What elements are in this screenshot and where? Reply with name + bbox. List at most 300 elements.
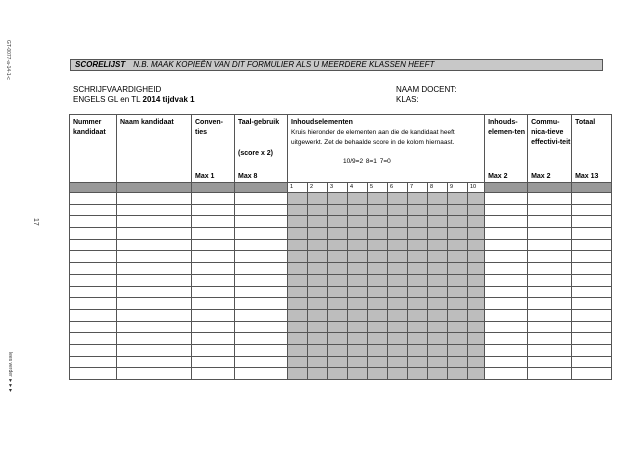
element-checkbox-cell[interactable]	[348, 356, 368, 368]
element-checkbox-cell[interactable]	[328, 368, 348, 380]
entry-cell[interactable]	[192, 344, 235, 356]
entry-cell[interactable]	[572, 333, 612, 345]
entry-cell[interactable]	[117, 228, 192, 240]
element-checkbox-cell[interactable]	[308, 309, 328, 321]
element-checkbox-cell[interactable]	[368, 344, 388, 356]
element-checkbox-cell[interactable]	[328, 286, 348, 298]
entry-cell[interactable]	[528, 193, 572, 205]
gray-cell	[235, 183, 288, 193]
element-checkbox-cell[interactable]	[288, 286, 308, 298]
element-checkbox-cell[interactable]	[388, 228, 408, 240]
element-checkbox-cell[interactable]	[448, 333, 468, 345]
element-checkbox-cell[interactable]	[368, 193, 388, 205]
entry-cell[interactable]	[235, 251, 288, 263]
entry-cell[interactable]	[485, 239, 528, 251]
entry-cell[interactable]	[192, 321, 235, 333]
entry-cell[interactable]	[528, 298, 572, 310]
entry-cell[interactable]	[572, 193, 612, 205]
entry-cell[interactable]	[485, 274, 528, 286]
element-checkbox-cell[interactable]	[388, 216, 408, 228]
entry-cell[interactable]	[235, 309, 288, 321]
element-checkbox-cell[interactable]	[388, 193, 408, 205]
element-checkbox-cell[interactable]	[428, 216, 448, 228]
entry-cell[interactable]	[117, 333, 192, 345]
element-checkbox-cell[interactable]	[328, 344, 348, 356]
element-number: 1	[288, 183, 308, 193]
element-checkbox-cell[interactable]	[388, 309, 408, 321]
element-checkbox-cell[interactable]	[288, 239, 308, 251]
course-prefix: ENGELS GL en TL	[73, 95, 141, 104]
entry-cell[interactable]	[117, 321, 192, 333]
element-checkbox-cell[interactable]	[448, 356, 468, 368]
element-checkbox-cell[interactable]	[288, 344, 308, 356]
entry-cell[interactable]	[485, 228, 528, 240]
element-checkbox-cell[interactable]	[308, 239, 328, 251]
entry-cell[interactable]	[70, 298, 117, 310]
entry-cell[interactable]	[192, 228, 235, 240]
element-checkbox-cell[interactable]	[468, 228, 485, 240]
element-checkbox-cell[interactable]	[428, 251, 448, 263]
element-checkbox-cell[interactable]	[368, 321, 388, 333]
element-checkbox-cell[interactable]	[288, 251, 308, 263]
element-checkbox-cell[interactable]	[468, 204, 485, 216]
element-number-row	[70, 183, 612, 193]
element-checkbox-cell[interactable]	[408, 274, 428, 286]
entry-cell[interactable]	[528, 286, 572, 298]
entry-cell[interactable]	[528, 321, 572, 333]
element-checkbox-cell[interactable]	[348, 228, 368, 240]
col-language-max: Max 8	[238, 173, 258, 180]
element-checkbox-cell[interactable]	[308, 193, 328, 205]
entry-cell[interactable]	[572, 263, 612, 275]
element-checkbox-cell[interactable]	[348, 368, 368, 380]
element-checkbox-cell[interactable]	[368, 368, 388, 380]
entry-cell[interactable]	[572, 274, 612, 286]
element-checkbox-cell[interactable]	[288, 228, 308, 240]
entry-cell[interactable]	[192, 286, 235, 298]
element-checkbox-cell[interactable]	[468, 298, 485, 310]
element-checkbox-cell[interactable]	[308, 251, 328, 263]
element-checkbox-cell[interactable]	[328, 321, 348, 333]
col-name	[117, 115, 192, 183]
element-checkbox-cell[interactable]	[308, 321, 328, 333]
element-checkbox-cell[interactable]	[288, 309, 308, 321]
entry-cell[interactable]	[117, 368, 192, 380]
element-checkbox-cell[interactable]	[308, 298, 328, 310]
element-checkbox-cell[interactable]	[348, 286, 368, 298]
entry-cell[interactable]	[485, 298, 528, 310]
entry-cell[interactable]	[70, 228, 117, 240]
element-checkbox-cell[interactable]	[308, 274, 328, 286]
element-checkbox-cell[interactable]	[408, 239, 428, 251]
entry-cell[interactable]	[70, 251, 117, 263]
element-checkbox-cell[interactable]	[328, 193, 348, 205]
entry-cell[interactable]	[117, 263, 192, 275]
element-checkbox-cell[interactable]	[428, 228, 448, 240]
element-checkbox-cell[interactable]	[448, 309, 468, 321]
entry-cell[interactable]	[117, 204, 192, 216]
entry-cell[interactable]	[70, 344, 117, 356]
entry-cell[interactable]	[572, 286, 612, 298]
col-content-score-label: Inhouds-elemen-ten	[488, 119, 526, 136]
entry-cell[interactable]	[235, 344, 288, 356]
entry-cell[interactable]	[235, 193, 288, 205]
entry-cell[interactable]	[117, 344, 192, 356]
element-checkbox-cell[interactable]	[428, 333, 448, 345]
element-checkbox-cell[interactable]	[288, 298, 308, 310]
entry-cell[interactable]	[235, 228, 288, 240]
element-checkbox-cell[interactable]	[468, 286, 485, 298]
element-checkbox-cell[interactable]	[468, 333, 485, 345]
element-checkbox-cell[interactable]	[408, 251, 428, 263]
entry-cell[interactable]	[117, 356, 192, 368]
element-checkbox-cell[interactable]	[448, 204, 468, 216]
element-checkbox-cell[interactable]	[388, 274, 408, 286]
element-checkbox-cell[interactable]	[288, 263, 308, 275]
entry-cell[interactable]	[572, 216, 612, 228]
element-checkbox-cell[interactable]	[348, 344, 368, 356]
element-checkbox-cell[interactable]	[308, 368, 328, 380]
entry-cell[interactable]	[192, 216, 235, 228]
element-checkbox-cell[interactable]	[348, 239, 368, 251]
entry-cell[interactable]	[235, 356, 288, 368]
element-checkbox-cell[interactable]	[308, 286, 328, 298]
element-checkbox-cell[interactable]	[388, 356, 408, 368]
entry-cell[interactable]	[572, 368, 612, 380]
col-total-label: Totaal	[575, 119, 596, 126]
entry-cell[interactable]	[70, 204, 117, 216]
element-checkbox-cell[interactable]	[408, 368, 428, 380]
entry-cell[interactable]	[485, 286, 528, 298]
element-checkbox-cell[interactable]	[348, 251, 368, 263]
entry-cell[interactable]	[572, 204, 612, 216]
entry-cell[interactable]	[235, 274, 288, 286]
element-checkbox-cell[interactable]	[328, 333, 348, 345]
entry-cell[interactable]	[192, 193, 235, 205]
entry-cell[interactable]	[528, 204, 572, 216]
element-checkbox-cell[interactable]	[328, 251, 348, 263]
entry-cell[interactable]	[528, 228, 572, 240]
entry-cell[interactable]	[485, 216, 528, 228]
element-checkbox-cell[interactable]	[428, 263, 448, 275]
element-checkbox-cell[interactable]	[348, 309, 368, 321]
entry-cell[interactable]	[235, 263, 288, 275]
element-checkbox-cell[interactable]	[288, 216, 308, 228]
element-checkbox-cell[interactable]	[388, 321, 408, 333]
element-checkbox-cell[interactable]	[448, 286, 468, 298]
entry-cell[interactable]	[485, 204, 528, 216]
entry-cell[interactable]	[235, 204, 288, 216]
element-checkbox-cell[interactable]	[448, 344, 468, 356]
element-checkbox-cell[interactable]	[428, 274, 448, 286]
element-checkbox-cell[interactable]	[468, 368, 485, 380]
entry-cell[interactable]	[528, 251, 572, 263]
continue-note: lees verder ►►►	[7, 352, 13, 393]
entry-cell[interactable]	[192, 239, 235, 251]
element-number: 10	[468, 183, 485, 193]
element-checkbox-cell[interactable]	[408, 216, 428, 228]
element-checkbox-cell[interactable]	[368, 204, 388, 216]
element-checkbox-cell[interactable]	[308, 204, 328, 216]
element-checkbox-cell[interactable]	[428, 298, 448, 310]
element-checkbox-cell[interactable]	[368, 298, 388, 310]
element-checkbox-cell[interactable]	[468, 321, 485, 333]
element-checkbox-cell[interactable]	[368, 333, 388, 345]
element-checkbox-cell[interactable]	[368, 263, 388, 275]
element-checkbox-cell[interactable]	[408, 298, 428, 310]
entry-cell[interactable]	[235, 368, 288, 380]
entry-cell[interactable]	[235, 321, 288, 333]
element-checkbox-cell[interactable]	[468, 356, 485, 368]
element-checkbox-cell[interactable]	[388, 251, 408, 263]
entry-cell[interactable]	[117, 216, 192, 228]
header-row	[70, 115, 612, 183]
entry-cell[interactable]	[70, 239, 117, 251]
entry-cell[interactable]	[572, 309, 612, 321]
entry-cell[interactable]	[70, 286, 117, 298]
entry-cell[interactable]	[117, 251, 192, 263]
entry-cell[interactable]	[528, 216, 572, 228]
element-checkbox-cell[interactable]	[288, 321, 308, 333]
element-checkbox-cell[interactable]	[388, 286, 408, 298]
element-checkbox-cell[interactable]	[288, 193, 308, 205]
entry-cell[interactable]	[192, 333, 235, 345]
candidate-row	[70, 193, 612, 205]
entry-cell[interactable]	[192, 251, 235, 263]
entry-cell[interactable]	[117, 309, 192, 321]
entry-cell[interactable]	[70, 321, 117, 333]
element-checkbox-cell[interactable]	[428, 368, 448, 380]
element-checkbox-cell[interactable]	[468, 263, 485, 275]
element-checkbox-cell[interactable]	[408, 286, 428, 298]
element-checkbox-cell[interactable]	[448, 298, 468, 310]
element-checkbox-cell[interactable]	[408, 263, 428, 275]
element-checkbox-cell[interactable]	[408, 356, 428, 368]
element-checkbox-cell[interactable]	[408, 321, 428, 333]
entry-cell[interactable]	[235, 298, 288, 310]
element-checkbox-cell[interactable]	[348, 263, 368, 275]
entry-cell[interactable]	[528, 333, 572, 345]
element-checkbox-cell[interactable]	[328, 274, 348, 286]
element-checkbox-cell[interactable]	[428, 344, 448, 356]
entry-cell[interactable]	[485, 356, 528, 368]
element-checkbox-cell[interactable]	[448, 251, 468, 263]
entry-cell[interactable]	[485, 368, 528, 380]
element-checkbox-cell[interactable]	[408, 193, 428, 205]
col-content-score	[485, 115, 528, 183]
element-checkbox-cell[interactable]	[288, 368, 308, 380]
element-checkbox-cell[interactable]	[328, 298, 348, 310]
entry-cell[interactable]	[235, 216, 288, 228]
entry-cell[interactable]	[192, 204, 235, 216]
entry-cell[interactable]	[192, 368, 235, 380]
entry-cell[interactable]	[117, 298, 192, 310]
element-checkbox-cell[interactable]	[288, 356, 308, 368]
element-checkbox-cell[interactable]	[368, 239, 388, 251]
element-checkbox-cell[interactable]	[388, 239, 408, 251]
element-checkbox-cell[interactable]	[328, 309, 348, 321]
element-checkbox-cell[interactable]	[288, 274, 308, 286]
entry-cell[interactable]	[117, 274, 192, 286]
col-language-note: (score x 2)	[238, 150, 274, 157]
element-checkbox-cell[interactable]	[468, 239, 485, 251]
element-checkbox-cell[interactable]	[408, 204, 428, 216]
entry-cell[interactable]	[572, 298, 612, 310]
element-checkbox-cell[interactable]	[368, 251, 388, 263]
entry-cell[interactable]	[572, 251, 612, 263]
element-checkbox-cell[interactable]	[448, 368, 468, 380]
element-checkbox-cell[interactable]	[348, 298, 368, 310]
entry-cell[interactable]	[528, 344, 572, 356]
col-total	[572, 115, 612, 183]
element-checkbox-cell[interactable]	[328, 204, 348, 216]
candidate-row	[70, 356, 612, 368]
entry-cell[interactable]	[235, 286, 288, 298]
element-checkbox-cell[interactable]	[468, 344, 485, 356]
entry-cell[interactable]	[485, 333, 528, 345]
element-checkbox-cell[interactable]	[368, 356, 388, 368]
element-checkbox-cell[interactable]	[468, 274, 485, 286]
element-checkbox-cell[interactable]	[448, 274, 468, 286]
element-number: 9	[448, 183, 468, 193]
element-checkbox-cell[interactable]	[408, 344, 428, 356]
entry-cell[interactable]	[70, 263, 117, 275]
entry-cell[interactable]	[528, 368, 572, 380]
element-number: 8	[428, 183, 448, 193]
element-checkbox-cell[interactable]	[448, 321, 468, 333]
entry-cell[interactable]	[528, 263, 572, 275]
col-content-score-max: Max 2	[488, 173, 508, 180]
element-checkbox-cell[interactable]	[348, 216, 368, 228]
element-checkbox-cell[interactable]	[308, 228, 328, 240]
element-checkbox-cell[interactable]	[388, 368, 408, 380]
entry-cell[interactable]	[485, 321, 528, 333]
element-checkbox-cell[interactable]	[288, 204, 308, 216]
element-checkbox-cell[interactable]	[348, 193, 368, 205]
element-checkbox-cell[interactable]	[428, 204, 448, 216]
element-checkbox-cell[interactable]	[388, 298, 408, 310]
element-checkbox-cell[interactable]	[388, 263, 408, 275]
entry-cell[interactable]	[528, 274, 572, 286]
element-checkbox-cell[interactable]	[308, 216, 328, 228]
element-checkbox-cell[interactable]	[368, 228, 388, 240]
entry-cell[interactable]	[528, 239, 572, 251]
entry-cell[interactable]	[70, 309, 117, 321]
element-checkbox-cell[interactable]	[448, 263, 468, 275]
entry-cell[interactable]	[70, 356, 117, 368]
element-checkbox-cell[interactable]	[328, 263, 348, 275]
entry-cell[interactable]	[235, 333, 288, 345]
element-checkbox-cell[interactable]	[428, 193, 448, 205]
entry-cell[interactable]	[528, 309, 572, 321]
element-checkbox-cell[interactable]	[328, 228, 348, 240]
entry-cell[interactable]	[572, 321, 612, 333]
element-checkbox-cell[interactable]	[428, 309, 448, 321]
entry-cell[interactable]	[572, 228, 612, 240]
element-checkbox-cell[interactable]	[468, 309, 485, 321]
col-content-score-key: 10/9=2 8=1 7=0	[343, 158, 391, 165]
element-checkbox-cell[interactable]	[328, 216, 348, 228]
element-checkbox-cell[interactable]	[388, 204, 408, 216]
entry-cell[interactable]	[485, 309, 528, 321]
entry-cell[interactable]	[192, 356, 235, 368]
element-checkbox-cell[interactable]	[368, 286, 388, 298]
element-checkbox-cell[interactable]	[288, 333, 308, 345]
element-checkbox-cell[interactable]	[448, 239, 468, 251]
entry-cell[interactable]	[70, 274, 117, 286]
entry-cell[interactable]	[235, 239, 288, 251]
entry-cell[interactable]	[70, 333, 117, 345]
col-number-label: Nummer kandidaat	[73, 119, 106, 136]
entry-cell[interactable]	[572, 356, 612, 368]
element-checkbox-cell[interactable]	[428, 321, 448, 333]
element-checkbox-cell[interactable]	[348, 204, 368, 216]
element-checkbox-cell[interactable]	[428, 356, 448, 368]
entry-cell[interactable]	[192, 298, 235, 310]
element-checkbox-cell[interactable]	[348, 321, 368, 333]
element-checkbox-cell[interactable]	[468, 216, 485, 228]
element-checkbox-cell[interactable]	[428, 286, 448, 298]
element-checkbox-cell[interactable]	[368, 274, 388, 286]
element-number: 7	[408, 183, 428, 193]
element-checkbox-cell[interactable]	[468, 251, 485, 263]
entry-cell[interactable]	[572, 239, 612, 251]
element-checkbox-cell[interactable]	[348, 333, 368, 345]
element-checkbox-cell[interactable]	[388, 333, 408, 345]
entry-cell[interactable]	[192, 263, 235, 275]
element-number: 2	[308, 183, 328, 193]
entry-cell[interactable]	[528, 356, 572, 368]
entry-cell[interactable]	[192, 274, 235, 286]
element-checkbox-cell[interactable]	[368, 216, 388, 228]
element-checkbox-cell[interactable]	[328, 356, 348, 368]
entry-cell[interactable]	[70, 368, 117, 380]
element-checkbox-cell[interactable]	[448, 216, 468, 228]
banner-title: SCORELIJST	[75, 60, 126, 69]
element-checkbox-cell[interactable]	[308, 356, 328, 368]
element-checkbox-cell[interactable]	[308, 333, 328, 345]
entry-cell[interactable]	[117, 239, 192, 251]
entry-cell[interactable]	[117, 193, 192, 205]
element-checkbox-cell[interactable]	[328, 239, 348, 251]
col-conventions-max: Max 1	[195, 173, 215, 180]
entry-cell[interactable]	[485, 251, 528, 263]
entry-cell[interactable]	[485, 263, 528, 275]
entry-cell[interactable]	[70, 216, 117, 228]
entry-cell[interactable]	[70, 193, 117, 205]
element-checkbox-cell[interactable]	[308, 263, 328, 275]
element-checkbox-cell[interactable]	[428, 239, 448, 251]
entry-cell[interactable]	[192, 309, 235, 321]
element-checkbox-cell[interactable]	[468, 193, 485, 205]
entry-cell[interactable]	[485, 344, 528, 356]
element-checkbox-cell[interactable]	[388, 344, 408, 356]
element-checkbox-cell[interactable]	[448, 193, 468, 205]
entry-cell[interactable]	[485, 193, 528, 205]
element-checkbox-cell[interactable]	[308, 344, 328, 356]
teacher-name-label: NAAM DOCENT:	[396, 85, 457, 94]
element-checkbox-cell[interactable]	[408, 228, 428, 240]
col-language	[235, 115, 288, 183]
element-checkbox-cell[interactable]	[368, 309, 388, 321]
element-checkbox-cell[interactable]	[408, 309, 428, 321]
entry-cell[interactable]	[572, 344, 612, 356]
element-checkbox-cell[interactable]	[448, 228, 468, 240]
element-checkbox-cell[interactable]	[348, 274, 368, 286]
element-checkbox-cell[interactable]	[408, 333, 428, 345]
candidate-row	[70, 263, 612, 275]
entry-cell[interactable]	[117, 286, 192, 298]
